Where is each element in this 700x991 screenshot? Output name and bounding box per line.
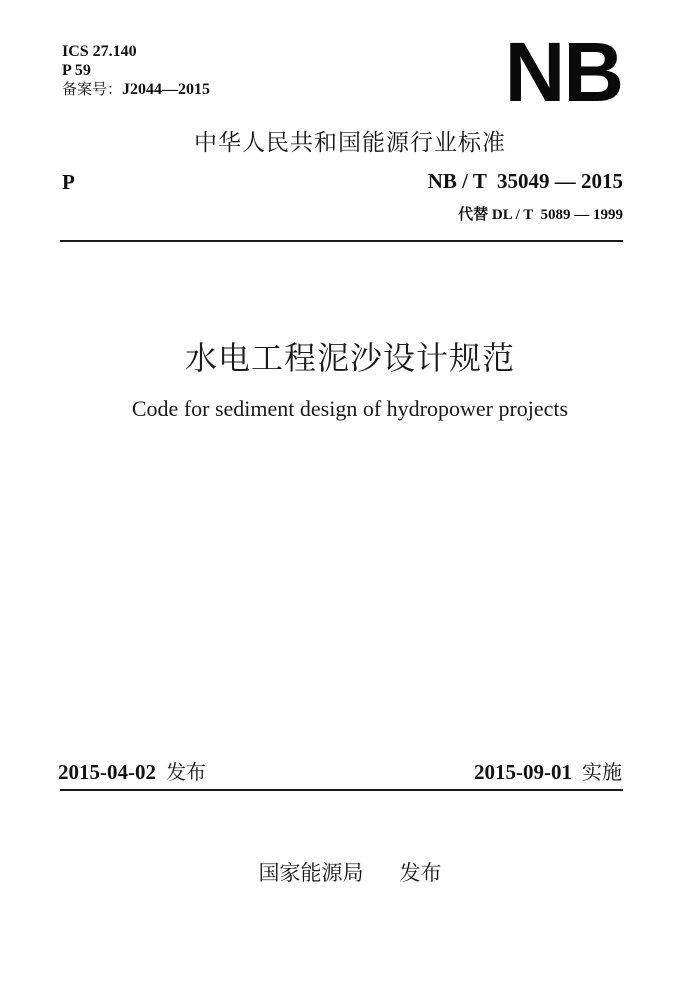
issue-date: 2015-04-02 <box>58 760 156 784</box>
standard-number: NB / T 35049 — 2015 <box>427 169 623 193</box>
publisher-line <box>0 857 700 887</box>
bottom-divider <box>60 789 623 791</box>
filing-number: J2044—2015 <box>122 81 211 98</box>
class-code: P <box>62 170 75 194</box>
title-english: Code for sediment design of hydropower projects <box>131 396 569 421</box>
effective-date-line <box>474 756 622 785</box>
filing-label: 备案号： <box>62 80 123 98</box>
effective-date: 2015-09-01 <box>474 760 572 784</box>
top-divider <box>60 240 623 242</box>
issue-date-line <box>58 756 206 785</box>
issue-label: 发布 <box>166 760 206 784</box>
classification-block <box>62 42 210 99</box>
publisher-name: 国家能源局 <box>258 861 364 885</box>
replaces-standard: 代替 DL / T 5089 — 1999 <box>458 207 623 223</box>
filing-number-line <box>62 80 210 99</box>
ics-code: ICS 27.140 <box>62 43 137 60</box>
nb-logo: NB <box>504 25 622 119</box>
title-chinese: 水电工程泥沙设计规范 <box>184 339 515 377</box>
publisher-action: 发布 <box>399 861 442 885</box>
industry-standard-heading: 中华人民共和国能源行业标准 <box>194 130 506 156</box>
effective-label: 实施 <box>582 760 622 784</box>
ccs-code: P 59 <box>62 62 91 79</box>
